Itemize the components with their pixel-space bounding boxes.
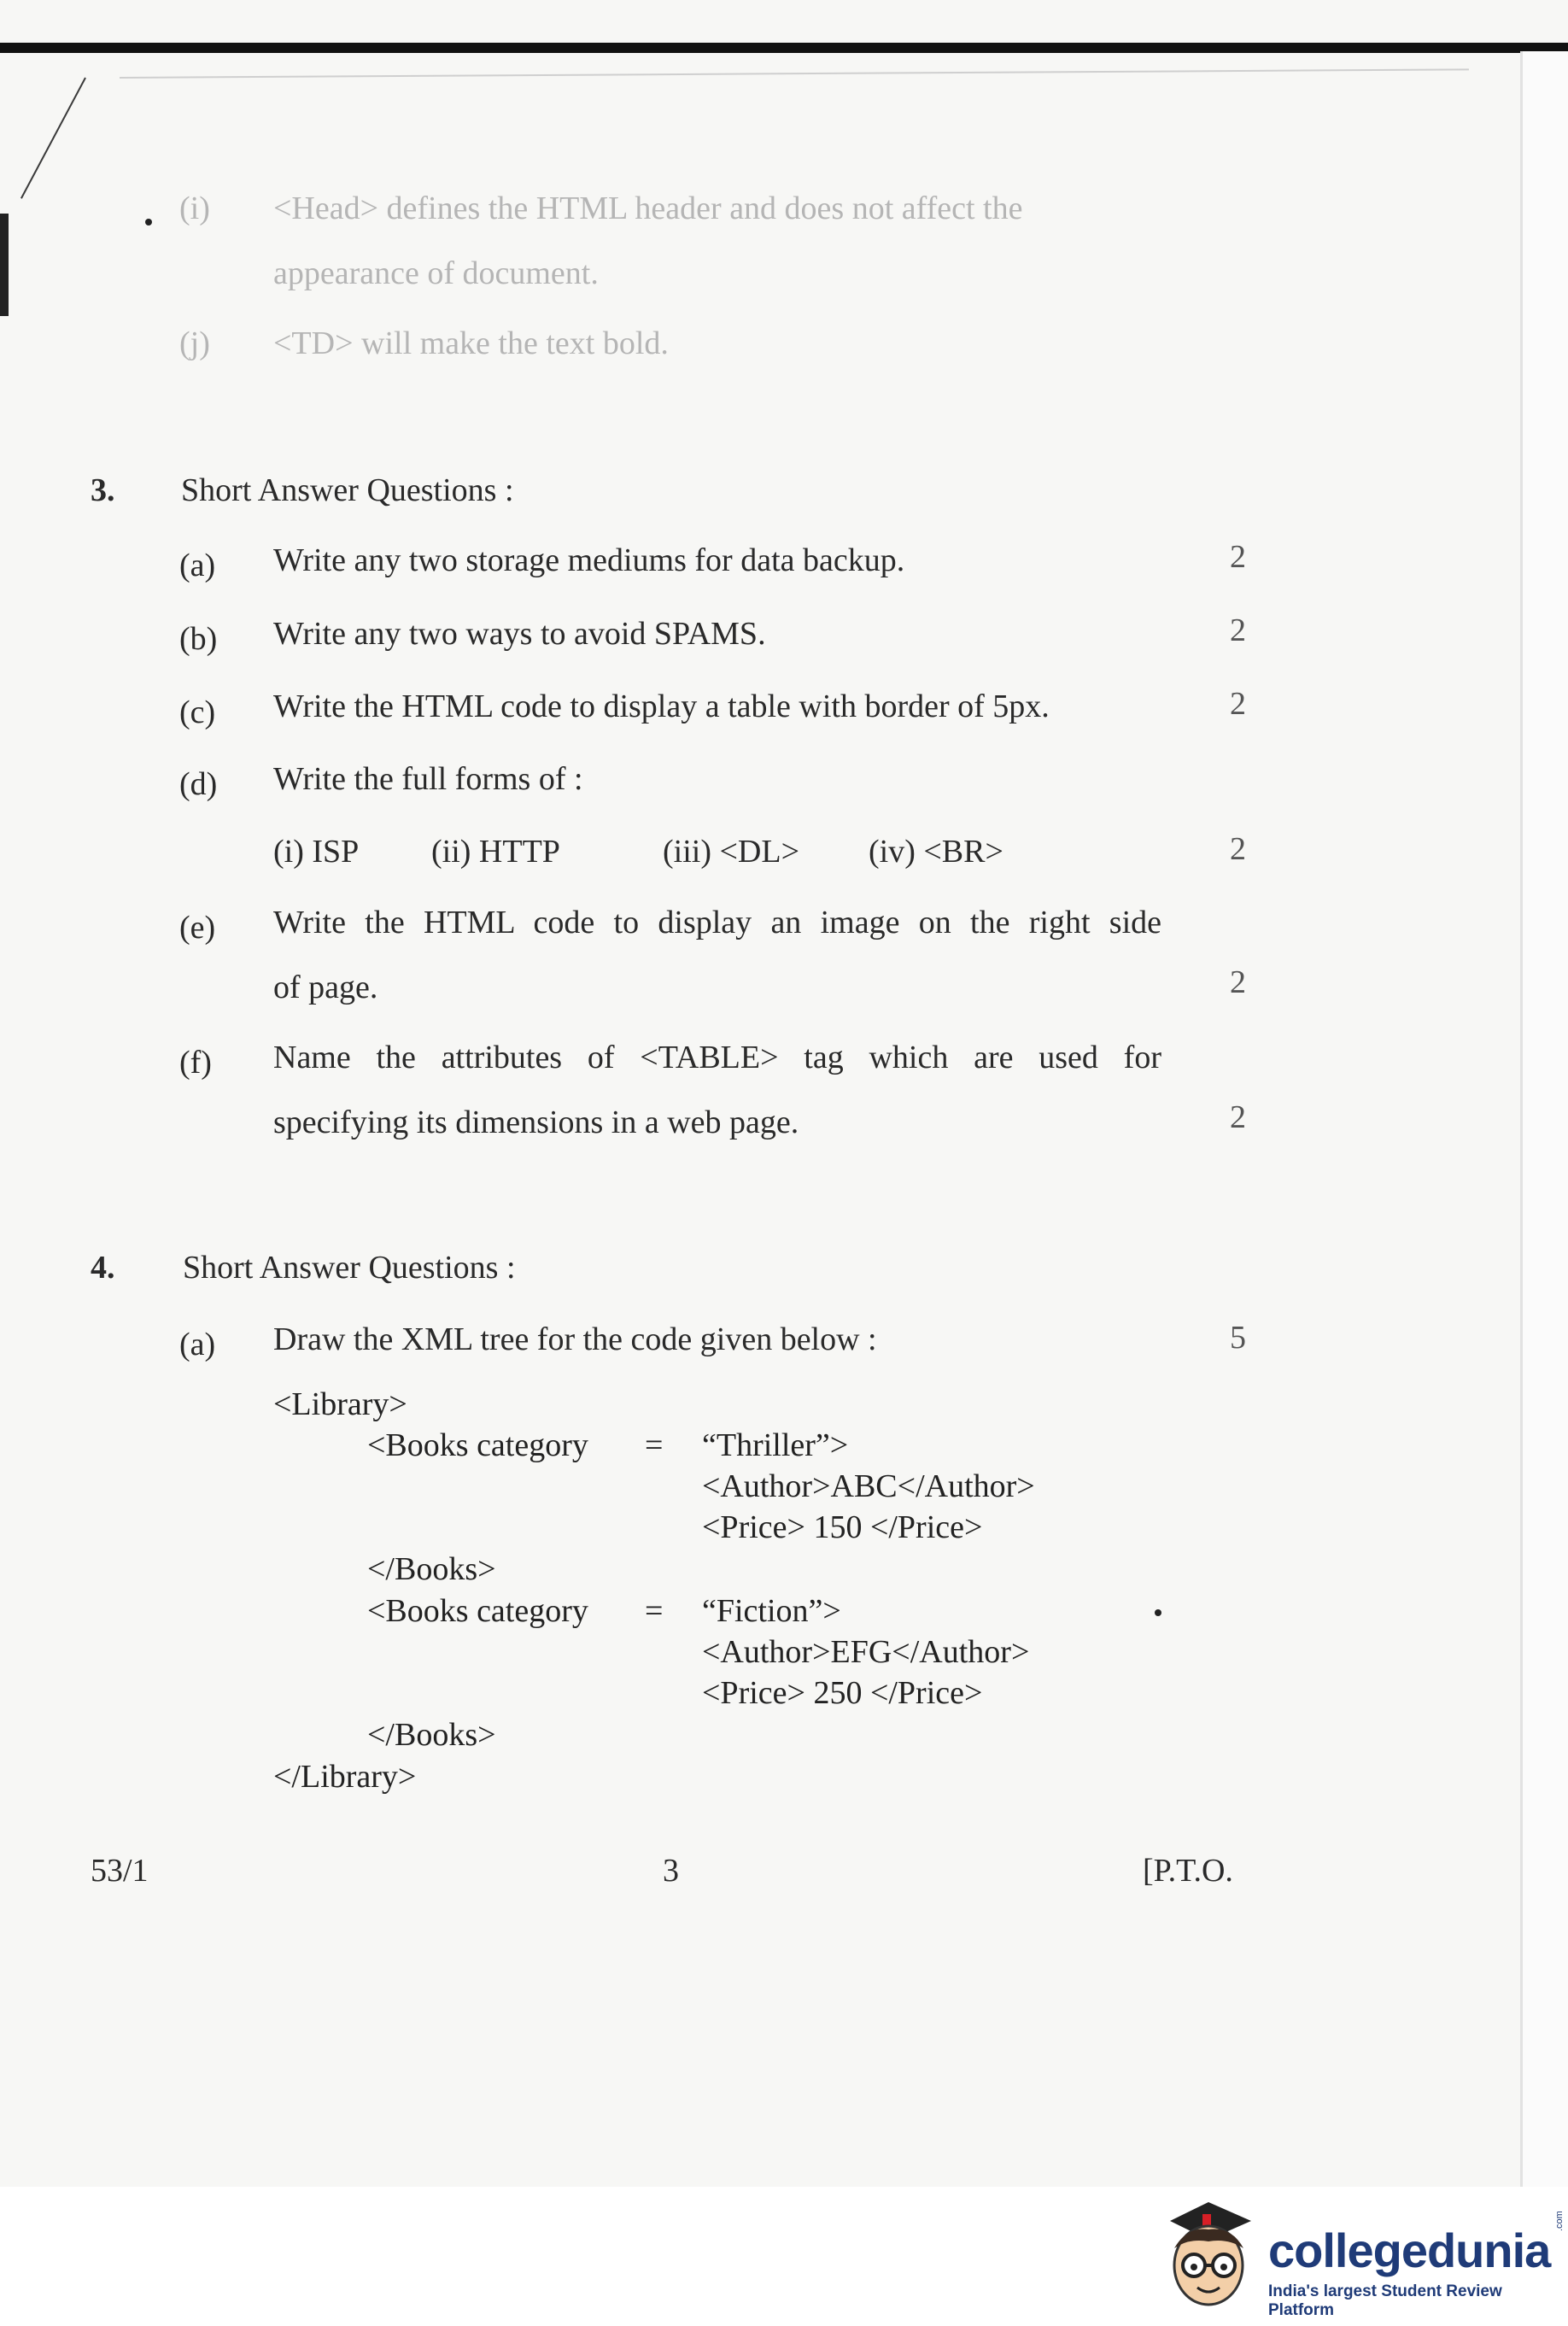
prev-item-i-text-1: <Head> defines the HTML header and does not affect the	[273, 190, 1023, 226]
q3a-text: Write any two storage mediums for data backup.	[273, 542, 905, 578]
q4a-marks: 5	[1230, 1320, 1246, 1356]
xml-books2-equals: =	[645, 1593, 664, 1629]
xml-books2-close: </Books>	[367, 1717, 496, 1753]
xml-library-close: </Library>	[273, 1759, 417, 1795]
q4a-label: (a)	[179, 1327, 216, 1362]
q3f-text-2: specifying its dimensions in a web page.	[273, 1104, 799, 1140]
xml-books1-author: <Author>ABC</Author>	[702, 1468, 1035, 1504]
xml-books2-open: <Books category	[367, 1593, 588, 1629]
collegedunia-logo	[1153, 2187, 1568, 2326]
q3c-text: Write the HTML code to display a table with border of 5px.	[273, 688, 1050, 724]
q3f-text-1: Name the attributes of <TABLE> tag which are used for	[273, 1040, 1161, 1075]
logo-tagline: India's largest Student Review Platform	[1268, 2282, 1502, 2319]
q3c-marks: 2	[1230, 686, 1246, 722]
scan-shadow	[0, 214, 9, 316]
q3d-marks: 2	[1230, 831, 1246, 867]
q3d-text: Write the full forms of :	[273, 761, 583, 797]
q3f-marks: 2	[1230, 1099, 1246, 1135]
q3b-text: Write any two ways to avoid SPAMS.	[273, 616, 766, 652]
xml-books2-author: <Author>EFG</Author>	[702, 1634, 1030, 1670]
xml-library-open: <Library>	[273, 1386, 407, 1422]
xml-books1-close: </Books>	[367, 1551, 496, 1587]
xml-books1-category: “Thriller”>	[702, 1427, 849, 1463]
q3d-subpart-1: (i) ISP	[273, 834, 360, 870]
xml-books2-price: <Price> 250 </Price>	[702, 1675, 983, 1711]
q3-number: 3.	[91, 472, 115, 508]
q3a-marks: 2	[1230, 539, 1246, 575]
prev-item-j-label: (j)	[179, 325, 210, 361]
xml-books2-category: “Fiction”>	[702, 1593, 841, 1629]
prev-item-i-label: (i)	[179, 190, 210, 226]
scan-speck	[1155, 1609, 1161, 1616]
prev-item-i-text-2: appearance of document.	[273, 255, 599, 291]
logo-com-text: .com	[1554, 2211, 1565, 2231]
page-fold-corner	[20, 78, 86, 199]
q3-title: Short Answer Questions :	[181, 472, 514, 508]
footer-page-number: 3	[663, 1853, 679, 1889]
q3c-label: (c)	[179, 694, 216, 730]
q3a-label: (a)	[179, 548, 216, 583]
q3e-text-2: of page.	[273, 970, 378, 1005]
q3b-label: (b)	[179, 621, 218, 657]
q3d-label: (d)	[179, 766, 218, 802]
logo-brand-text: collegedunia	[1268, 2223, 1551, 2277]
mascot-icon	[1153, 2195, 1264, 2323]
footer-pto: [P.T.O.	[1143, 1853, 1233, 1889]
scan-right-edge	[1520, 51, 1568, 2187]
prev-item-j-text: <TD> will make the text bold.	[273, 325, 669, 361]
q3f-label: (f)	[179, 1045, 212, 1081]
footer-paper-code: 53/1	[91, 1853, 149, 1889]
q4-title: Short Answer Questions :	[183, 1250, 516, 1286]
page-fold-line	[120, 68, 1469, 79]
q3d-subpart-3: (iii) <DL>	[663, 834, 799, 870]
xml-books1-price: <Price> 150 </Price>	[702, 1509, 983, 1545]
scan-top-edge	[0, 43, 1568, 53]
scan-speck	[145, 219, 152, 226]
q4a-text: Draw the XML tree for the code given below :	[273, 1321, 877, 1357]
q3e-marks: 2	[1230, 964, 1246, 1000]
q4-number: 4.	[91, 1250, 115, 1286]
xml-books1-open: <Books category	[367, 1427, 588, 1463]
q3d-subpart-2: (ii) HTTP	[431, 834, 560, 870]
xml-books1-equals: =	[645, 1427, 664, 1463]
q3e-text-1: Write the HTML code to display an image on the right side	[273, 905, 1161, 940]
q3d-subpart-4: (iv) <BR>	[869, 834, 1003, 870]
q3b-marks: 2	[1230, 612, 1246, 648]
q3e-label: (e)	[179, 910, 216, 946]
